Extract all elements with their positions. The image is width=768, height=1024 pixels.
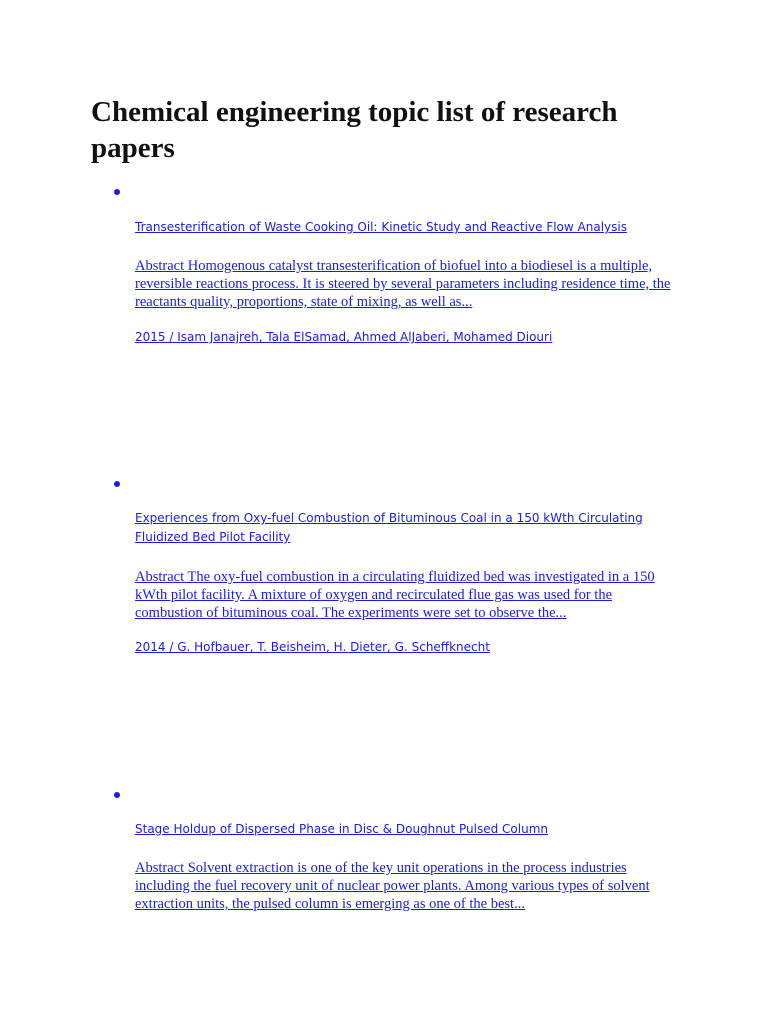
bullet-icon xyxy=(114,189,120,195)
paper-authors-link[interactable]: 2015 / Isam Janajreh, Tala ElSamad, Ahmed AlJaberi, Mohamed Diouri xyxy=(135,330,553,344)
paper-abstract-link[interactable]: Abstract The oxy-fuel combustion in a circulating fluidized bed was investigated in a 150 kWth pilot facility. A mixture of oxygen and recirculated flue gas was used for the combustion of bituminous coal. The experiments were set to observe the... xyxy=(135,569,655,621)
paper-title-link[interactable]: Stage Holdup of Dispersed Phase in Disc & Doughnut Pulsed Column xyxy=(135,822,548,836)
paper-title-link[interactable]: Experiences from Oxy-fuel Combustion of Bituminous Coal in a 150 kWth Circulating Fluidized Bed Pilot Facility xyxy=(135,511,643,544)
bullet-icon xyxy=(114,481,120,487)
bullet-icon xyxy=(114,792,120,798)
paper-authors-link[interactable]: 2014 / G. Hofbauer, T. Beisheim, H. Dieter, G. Scheffknecht xyxy=(135,640,490,654)
paper-abstract-link[interactable]: Abstract Homogenous catalyst transesterification of biofuel into a biodiesel is a multiple, reversible reactions process. It is steered by several parameters including residence time, the reactants quality, proportions, state of mixing, as well as... xyxy=(135,258,671,310)
paper-abstract-link[interactable]: Abstract Solvent extraction is one of the key unit operations in the process industries including the fuel recovery unit of nuclear power plants. Among various types of solvent extraction units, the pulsed column is emerging as one of the best... xyxy=(135,860,650,912)
paper-title-link[interactable]: Transesterification of Waste Cooking Oil: Kinetic Study and Reactive Flow Analysis xyxy=(135,220,627,234)
page-title: Chemical engineering topic list of research papers xyxy=(91,96,618,164)
